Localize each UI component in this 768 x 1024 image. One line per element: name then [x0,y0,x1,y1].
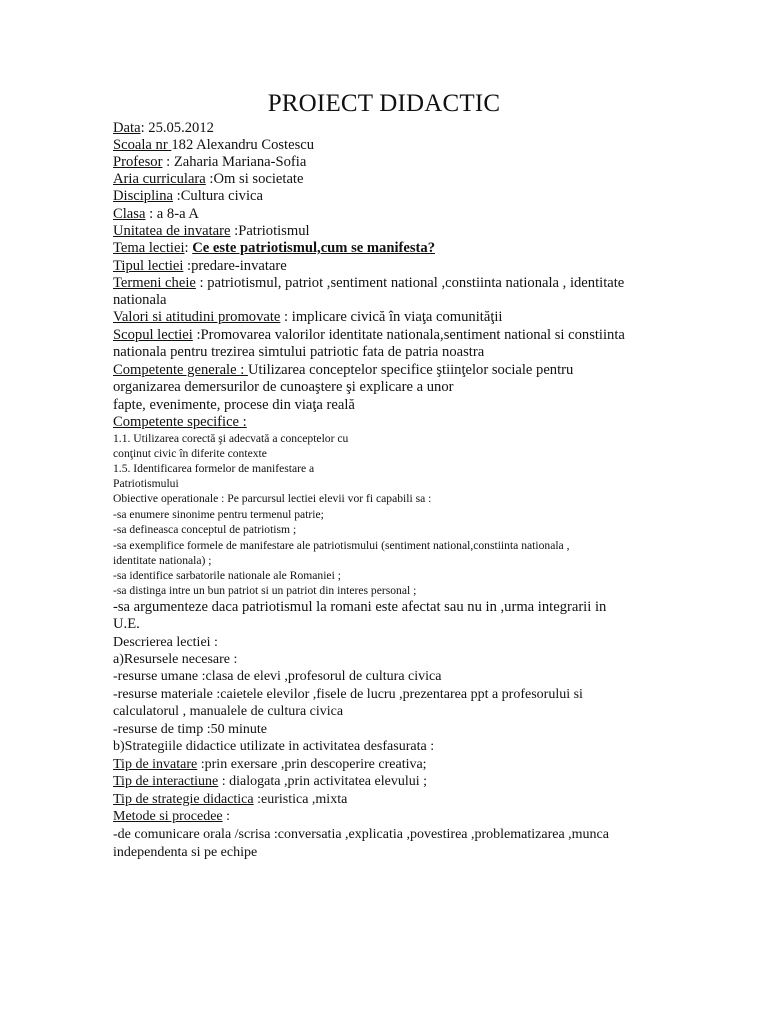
line-clasa: Clasa : a 8-a A [113,206,199,222]
value-data: 25.05.2012 [148,120,214,136]
line-obj-5: -sa distinga intre un bun patriot si un patriot din interes personal ; [113,584,417,597]
document-title: PROIECT DIDACTIC [267,90,501,117]
line-scoala [113,137,314,154]
line-tip-strategie: Tip de strategie didactica :euristica ,mixta [113,792,348,807]
value-aria: Om si societate [213,171,304,187]
line-tip-interactiune: Tip de interactiune : dialogata ,prin activitatea elevului ; [113,774,428,789]
line-metode: Metode si procedee : [113,809,231,824]
line-obj-3-cont: identitate nationala) ; [113,554,212,567]
line-termeni: Termeni cheie : patriotismul, patriot ,sentiment national ,constiinta nationala , identitate [113,275,625,291]
value-tipul: predare-invatare [191,258,287,274]
line-tip-invatare: Tip de invatare :prin exersare ,prin descoperire creativa; [113,757,427,772]
line-scopul-cont: nationala pentru trezirea simtului patriotic fata de patria noastra [113,344,485,360]
value-profesor: Zaharia Mariana-Sofia [173,154,307,170]
label-competente-specifice: Competente specifice : [113,414,247,430]
label-termeni: Termeni cheie [113,275,196,291]
label-profesor: Profesor [113,154,163,170]
line-obj-3: -sa exemplifice formele de manifestare ale patriotismului (sentiment national,constiinta nationala , [113,539,570,552]
value-tip-invatare: prin exersare ,prin descoperire creativa; [204,757,427,772]
label-unitatea: Unitatea de invatare [113,223,231,239]
line-obj-1: -sa enumere sinonime pentru termenul patrie; [113,508,324,521]
value-scopul: Promovarea valorilor identitate nationala,sentiment national si constiinta [200,327,625,343]
line-resurse-materiale: -resurse materiale :caietele elevilor ,fisele de lucru ,prezentarea ppt a profesorului si [113,687,583,702]
line-resurse-umane: -resurse umane :clasa de elevi ,profesorul de cultura civica [113,669,442,684]
line-competente-generale-cont2: fapte, evenimente, procese din viaţa reală [113,397,355,413]
line-strategiile: b)Strategiile didactice utilizate in activitatea desfasurata : [113,739,435,754]
line-termeni-cont: nationala [113,292,167,308]
value-tip-interactiune: dialogata ,prin activitatea elevului ; [229,774,428,789]
value-valori: implicare civică în viaţa comunităţii [291,309,503,325]
label-tip-interactiune: Tip de interactiune [113,774,219,789]
line-metode-comunicare-cont: independenta si pe echipe [113,845,258,860]
label-tip-strategie: Tip de strategie didactica [113,792,254,807]
label-tema: Tema lectiei [113,240,185,256]
value-disciplina: Cultura civica [180,188,263,204]
label-tipul: Tipul lectiei [113,258,184,274]
line-cs-1-5-cont: Patriotismului [113,477,179,490]
label-competente-generale: Competente generale : [113,362,248,378]
line-obj-2: -sa defineasca conceptul de patriotism ; [113,523,297,536]
label-tip-invatare: Tip de invatare [113,757,198,772]
line-obj-6-cont: U.E. [113,616,140,632]
label-scoala: Scoala nr [113,137,172,153]
value-competente-generale: Utilizarea conceptelor specifice ştiinţelor sociale pentru [247,362,574,378]
line-obiective: Obiective operationale : Pe parcursul lectiei elevii vor fi capabili sa : [113,492,432,505]
line-tema: Tema lectiei: Ce este patriotismul,cum se manifesta? [113,240,435,256]
line-resursele: a)Resursele necesare : [113,652,238,667]
label-scopul: Scopul lectiei [113,327,193,343]
line-competente-generale [113,362,573,379]
value-unitatea: Patriotismul [238,223,310,239]
line-cs-1-1: 1.1. Utilizarea corectă şi adecvată a conceptelor cu [113,432,349,445]
line-scopul: Scopul lectiei :Promovarea valorilor identitate nationala,sentiment national si constiinta [113,327,625,343]
line-cs-1-1-cont: conţinut civic în diferite contexte [113,447,267,460]
line-obj-6: -sa argumenteze daca patriotismul la romani este afectat sau nu in ,urma integrarii in [113,599,607,615]
label-clasa: Clasa [113,206,146,222]
line-competente-generale-cont1: organizarea demersurilor de cunoaştere şi explicare a unor [113,379,454,395]
label-disciplina: Disciplina [113,188,173,204]
line-unitatea: Unitatea de invatare :Patriotismul [113,223,310,239]
label-valori: Valori si atitudini promovate [113,309,281,325]
value-clasa: a 8-a A [156,206,199,222]
value-tip-strategie: euristica ,mixta [261,792,348,807]
line-competente-specifice [113,414,247,431]
label-metode: Metode si procedee [113,809,223,824]
label-aria: Aria curriculara [113,171,206,187]
line-valori: Valori si atitudini promovate : implicare civică în viaţa comunităţii [113,309,503,325]
line-profesor: Profesor : Zaharia Mariana-Sofia [113,154,307,170]
line-tipul: Tipul lectiei :predare-invatare [113,258,287,274]
label-data: Data [113,120,141,136]
line-aria: Aria curriculara :Om si societate [113,171,304,187]
line-obj-4: -sa identifice sarbatorile nationale ale Romaniei ; [113,569,341,582]
line-cs-1-5: 1.5. Identificarea formelor de manifestare a [113,462,315,475]
value-tema: Ce este patriotismul,cum se manifesta? [192,240,435,256]
line-resurse-timp: -resurse de timp :50 minute [113,722,267,737]
value-termeni: patriotismul, patriot ,sentiment national ,constiinta nationala , identitate [207,275,625,291]
line-resurse-materiale-cont: calculatorul , manualele de cultura civica [113,704,344,719]
line-data: Data: 25.05.2012 [113,120,214,136]
line-disciplina: Disciplina :Cultura civica [113,188,263,204]
line-metode-comunicare: -de comunicare orala /scrisa :conversatia ,explicatia ,povestirea ,problematizarea ,munca [113,827,609,842]
value-scoala: 182 Alexandru Costescu [171,137,315,153]
line-descrierea: Descrierea lectiei : [113,635,218,650]
